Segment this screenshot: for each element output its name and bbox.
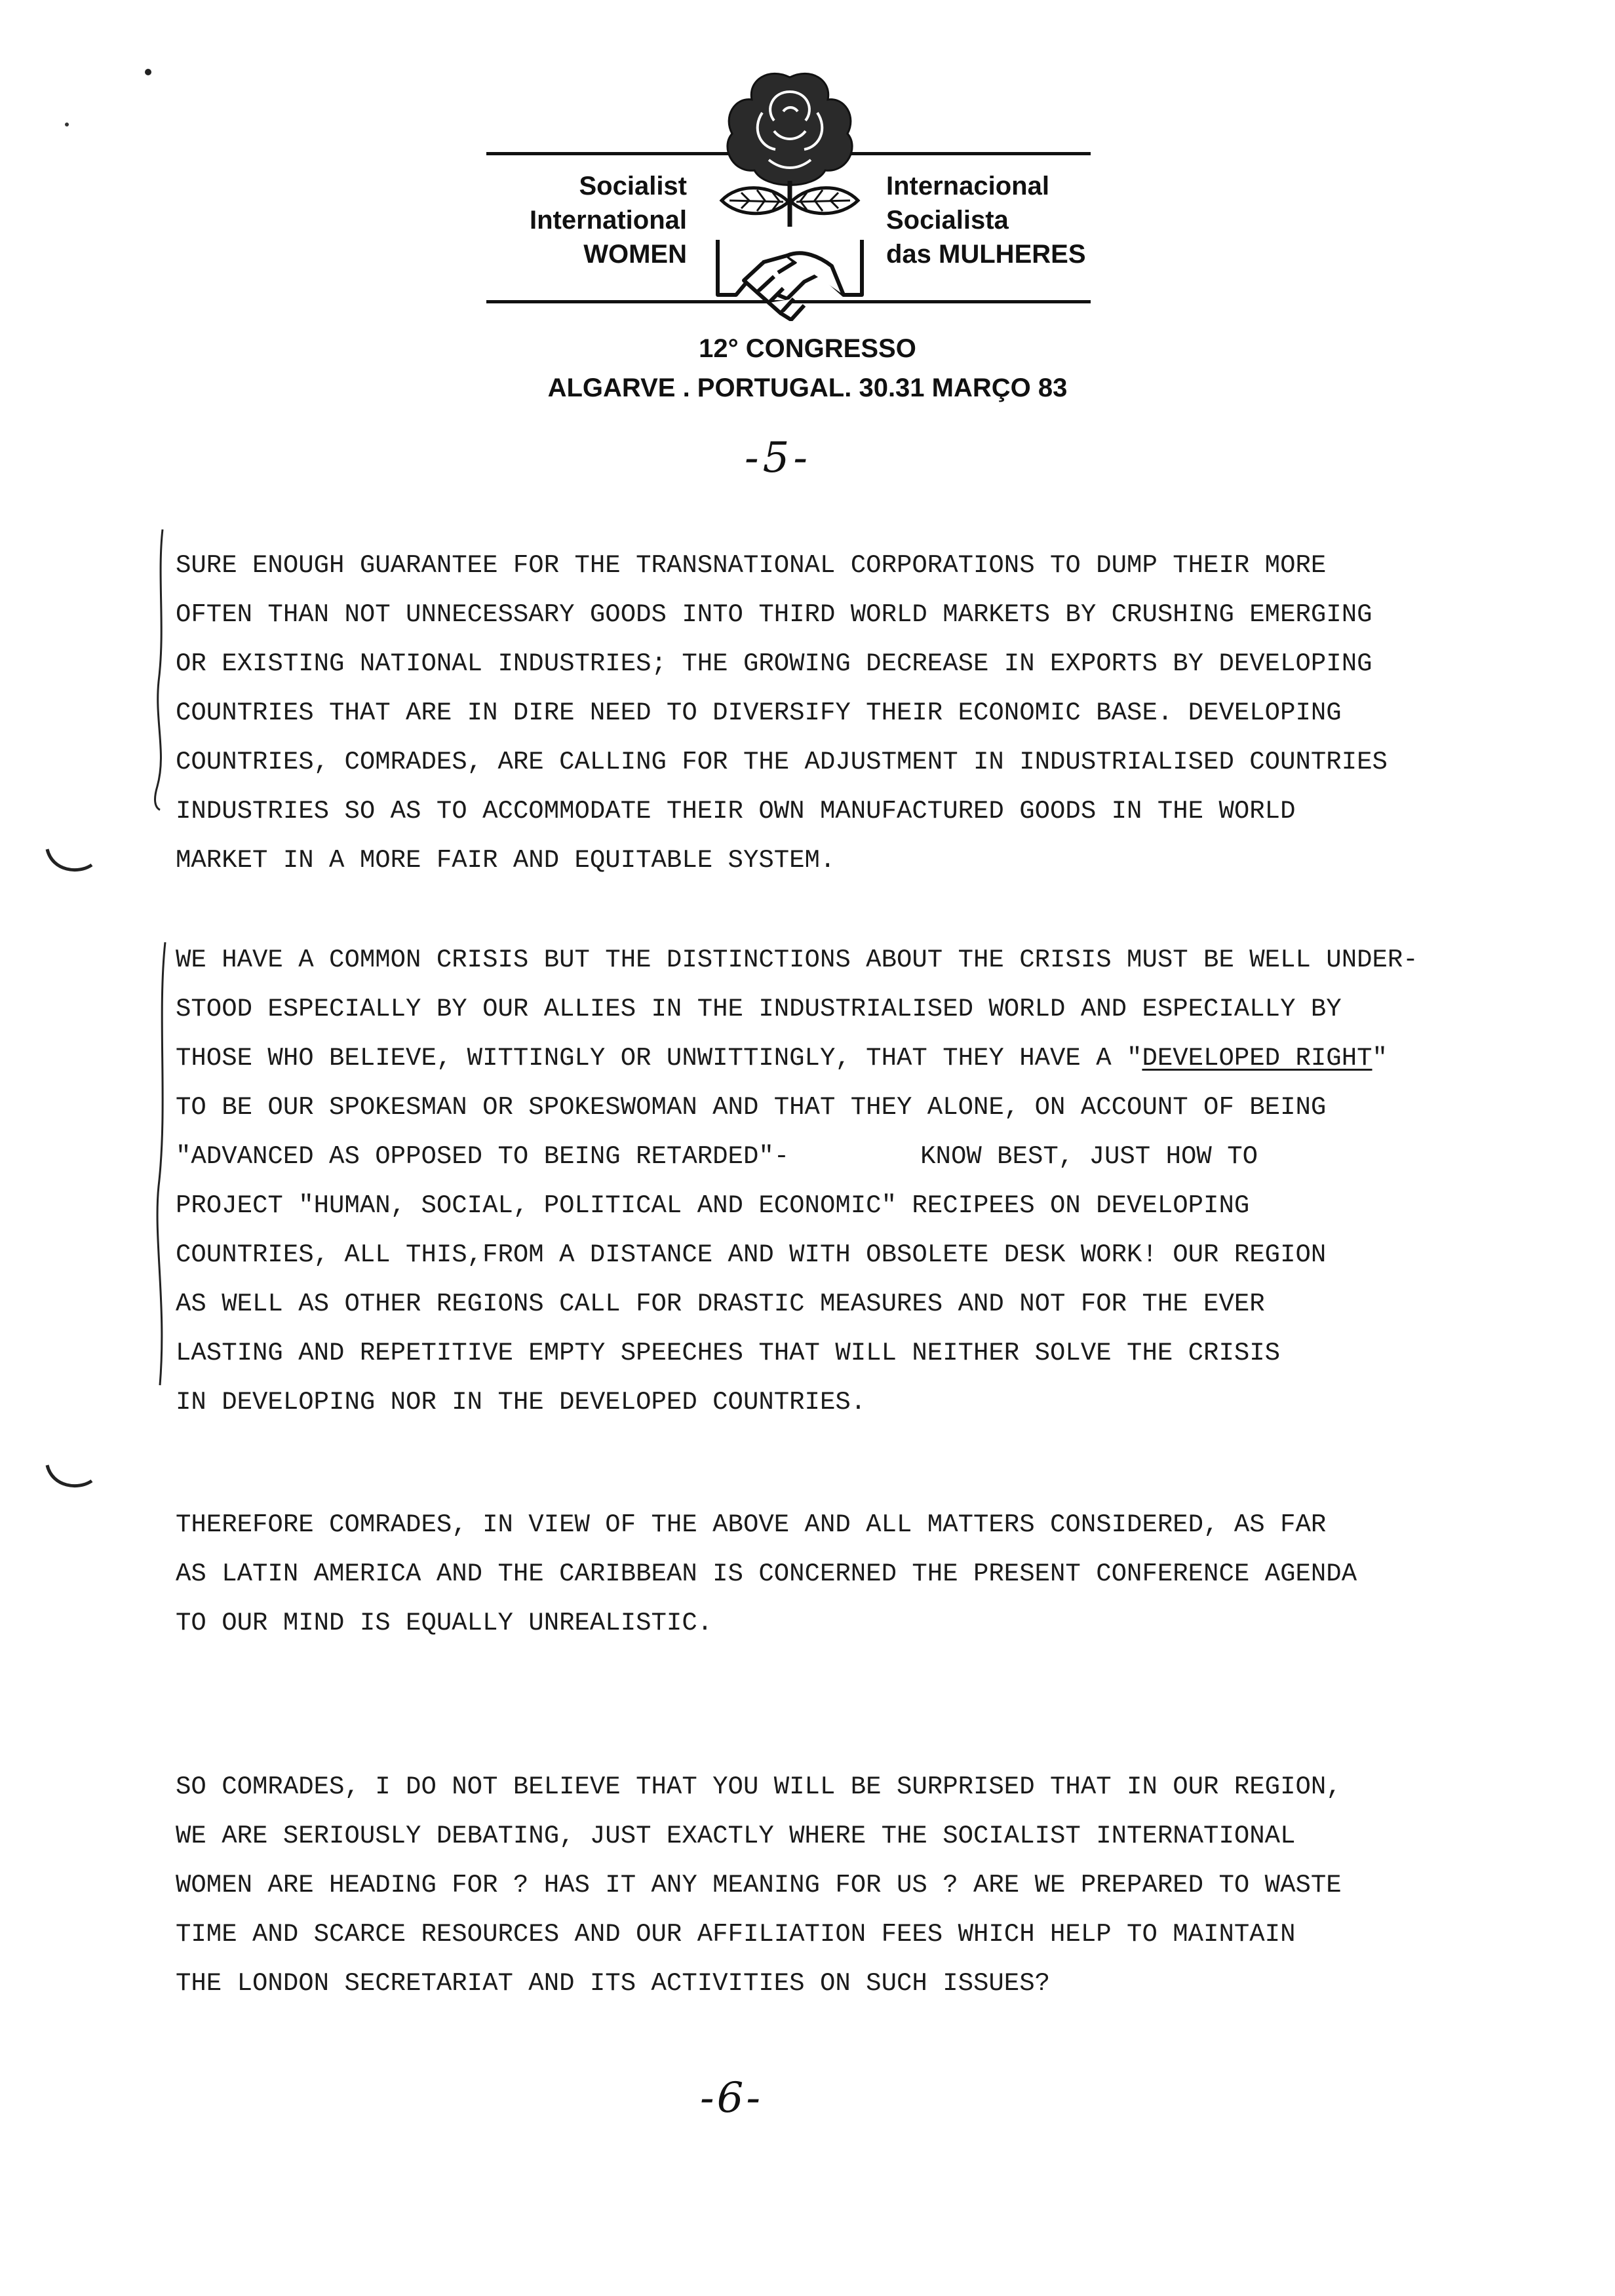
- text-fragment: KNOW BEST, JUST HOW TO: [920, 1142, 1258, 1171]
- underlined-phrase: DEVELOPED RIGHT: [1142, 1044, 1372, 1073]
- text-line: WOMEN ARE HEADING FOR ? HAS IT ANY MEANING FOR US ? ARE WE PREPARED TO WASTE: [176, 1871, 1342, 1900]
- organization-name-portuguese: [886, 169, 1122, 271]
- text-line: COUNTRIES THAT ARE IN DIRE NEED TO DIVERSIFY THEIR ECONOMIC BASE. DEVELOPING: [176, 698, 1342, 727]
- ink-speck: [142, 66, 155, 79]
- org-name-line: Socialista: [886, 206, 1009, 235]
- text-fragment: ": [1372, 1044, 1388, 1073]
- congress-place-date: ALGARVE . PORTUGAL. 30.31 MARÇO 83: [547, 373, 1068, 402]
- org-name-line: International: [529, 206, 687, 235]
- page-number-top: -5-: [745, 434, 811, 482]
- text-line: MARKET IN A MORE FAIR AND EQUITABLE SYSTEM.: [176, 846, 836, 875]
- organization-name-english: [472, 169, 687, 271]
- rose-handshake-emblem-icon: [691, 66, 888, 321]
- paragraph-1: [176, 541, 1526, 885]
- margin-check-mark: [43, 845, 96, 878]
- org-name-line: Internacional: [886, 172, 1049, 201]
- text-line: THE LONDON SECRETARIAT AND ITS ACTIVITIES ON SUCH ISSUES?: [176, 1969, 1051, 1998]
- margin-check-mark: [43, 1461, 96, 1494]
- org-name-line: das MULHERES: [886, 240, 1086, 269]
- text-fragment: "ADVANCED AS OPPOSED TO BEING RETARDED"-: [176, 1142, 790, 1171]
- text-line: LASTING AND REPETITIVE EMPTY SPEECHES THAT WILL NEITHER SOLVE THE CRISIS: [176, 1339, 1281, 1368]
- paragraph-4: [176, 1763, 1526, 2008]
- text-line: STOOD ESPECIALLY BY OUR ALLIES IN THE INDUSTRIALISED WORLD AND ESPECIALLY BY: [176, 995, 1342, 1024]
- text-line: OR EXISTING NATIONAL INDUSTRIES; THE GROWING DECREASE IN EXPORTS BY DEVELOPING: [176, 649, 1372, 678]
- text-line: INDUSTRIES SO AS TO ACCOMMODATE THEIR OWN MANUFACTURED GOODS IN THE WORLD: [176, 797, 1296, 826]
- text-line: TIME AND SCARCE RESOURCES AND OUR AFFILIATION FEES WHICH HELP TO MAINTAIN: [176, 1920, 1296, 1949]
- text-line: PROJECT "HUMAN, SOCIAL, POLITICAL AND ECONOMIC" RECIPEES ON DEVELOPING: [176, 1191, 1250, 1220]
- text-line: SURE ENOUGH GUARANTEE FOR THE TRANSNATIONAL CORPORATIONS TO DUMP THEIR MORE: [176, 551, 1327, 580]
- paragraph-3: [176, 1501, 1526, 1648]
- text-line: AS LATIN AMERICA AND THE CARIBBEAN IS CONCERNED THE PRESENT CONFERENCE AGENDA: [176, 1559, 1357, 1588]
- congress-title: 12° CONGRESSO: [699, 334, 916, 363]
- margin-bracket-mark-paragraph-2: [148, 937, 174, 1389]
- text-line: TO BE OUR SPOKESMAN OR SPOKESWOMAN AND THAT THEY ALONE, ON ACCOUNT OF BEING: [176, 1093, 1327, 1122]
- ink-speck: [60, 118, 73, 131]
- text-line: TO OUR MIND IS EQUALLY UNREALISTIC.: [176, 1609, 713, 1637]
- text-line: SO COMRADES, I DO NOT BELIEVE THAT YOU WILL BE SURPRISED THAT IN OUR REGION,: [176, 1772, 1342, 1801]
- text-line: IN DEVELOPING NOR IN THE DEVELOPED COUNTRIES.: [176, 1388, 866, 1417]
- text-line: [176, 1132, 1526, 1181]
- text-line: COUNTRIES, COMRADES, ARE CALLING FOR THE ADJUSTMENT IN INDUSTRIALISED COUNTRIES: [176, 748, 1388, 776]
- org-name-line: Socialist: [579, 172, 687, 201]
- text-line: AS WELL AS OTHER REGIONS CALL FOR DRASTIC MEASURES AND NOT FOR THE EVER: [176, 1290, 1265, 1318]
- text-line: WE HAVE A COMMON CRISIS BUT THE DISTINCTIONS ABOUT THE CRISIS MUST BE WELL UNDER-: [176, 946, 1418, 974]
- org-name-line: WOMEN: [583, 240, 687, 269]
- text-line: [176, 1034, 1526, 1083]
- text-line: COUNTRIES, ALL THIS,FROM A DISTANCE AND WITH OBSOLETE DESK WORK! OUR REGION: [176, 1240, 1327, 1269]
- text-fragment: THOSE WHO BELIEVE, WITTINGLY OR UNWITTINGLY, THAT THEY HAVE A ": [176, 1044, 1142, 1073]
- margin-bracket-mark-paragraph-1: [148, 524, 174, 813]
- text-line: OFTEN THAN NOT UNNECESSARY GOODS INTO THIRD WORLD MARKETS BY CRUSHING EMERGING: [176, 600, 1372, 629]
- paragraph-2: [176, 936, 1526, 1427]
- text-line: WE ARE SERIOUSLY DEBATING, JUST EXACTLY WHERE THE SOCIALIST INTERNATIONAL: [176, 1822, 1296, 1850]
- page-number-bottom: -6-: [700, 2074, 763, 2122]
- text-line: THEREFORE COMRADES, IN VIEW OF THE ABOVE AND ALL MATTERS CONSIDERED, AS FAR: [176, 1510, 1327, 1539]
